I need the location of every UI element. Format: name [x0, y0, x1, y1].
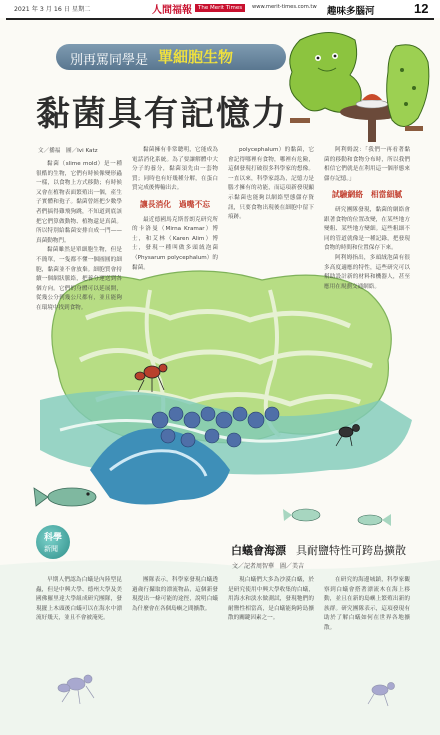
article-column-1 [36, 160, 122, 311]
article-column-4 [324, 146, 410, 366]
article-subhead: 讓長消化 過嘴不忘 [139, 199, 211, 209]
top-bar [0, 0, 440, 18]
paragraph: 阿利姆說：「我們一再看著黏菌的移動和食物分布時，所以我們相信它們就是在利用這一個形態來儲存記憶。」 [324, 147, 410, 182]
newspaper-logo-english: The Merit Times [195, 4, 245, 12]
section-name: 趣味多腦河 [327, 6, 375, 17]
website-url: www.merit-times.com.tw [252, 4, 317, 10]
article-column-2 [132, 146, 218, 296]
fish-icon [34, 488, 96, 506]
article-subhead: 試驗網絡 相當細膩 [331, 190, 403, 200]
paragraph: polycephalum）的黏菌，它會記得哪裡有食物，哪裡有危險，這個發現打破很多科學家的想像。一直以來，科學家認為，記憶力是腦才擁有的功能，而這項新發現顯示黏菌也能夠以網絡型態儲存資訊，只要食物出現後在細胞中留下痕跡。 [228, 147, 314, 221]
page-title: 黏菌具有記憶力 [36, 94, 288, 134]
paragraph: 黏菌擁有非常聰明，它能成為電話消化系統。為了要讓解體中大分子的養分，黏菌須先由一套物質；同時也有好幾種分解，在蛋白質完成後傳輸出去。 [132, 147, 218, 192]
slime-mold-blob [290, 33, 361, 113]
paragraph: 研究團隊發現，黏菌的網絡會跟著食物的位置改變，在某些地方變粗、某些地方變細。這些粗細不同的管道就像是一種記錄，把發現食物的時間和位置保存下來。 [324, 206, 410, 252]
news-column-3 [228, 576, 314, 676]
paragraph: 阿利姆指出，多頭絨泡菌有很多高度適應的特性，這些研究可以幫助設計新的材料和機器人，甚至應用在規劃交通網絡。 [324, 254, 410, 290]
paragraph: 黏菌（slime mold）是一種很酷的生物，它們有時候像變形蟲一樣，以食物上方式移動；有時候又會在植物表面繁殖出一個，產生子實體和孢子。黏菌曾經把少數學者們搞得雞飛狗跳，不知道到底該把它們算做動物、植物還是真菌。所以特別給黏菌安排自成一門——真菌動物門。 [36, 161, 122, 244]
newspaper-logo: 人間福報 [152, 5, 192, 16]
slime-mold-creature [387, 45, 429, 127]
badge-label-top: 科學 [44, 533, 63, 543]
news-column-4 [324, 576, 410, 676]
fish-icon [283, 509, 320, 521]
article-byline: 文／播福 圖／Ivi Katz [38, 148, 98, 154]
paragraph: 在研究的海邊城鎮，科學家觀察到白蟻會搭著漂流木在海上移動，並且在新的島嶼上繁殖出新的族群。研究團隊表示，這項發現有助於了解白蟻如何在世界各地擴散。 [324, 577, 410, 631]
page-number: 12 [414, 1, 429, 16]
article-column-3 [228, 146, 314, 296]
paragraph: 最近德國馬克斯普朗克研究所的卡洛曼（Mirna Kramar）博士，和艾林（Karen Alim）博士，發現一種叫做多頭絨泡菌（Physarum polycephalum）的黏菌。 [132, 216, 218, 271]
banner-highlight: 單細胞生物 [158, 48, 234, 66]
paragraph: 黏菌雖然是單細胞生物，但是不簡單，一隻都不懂一個圓圓的細胞，黏菌並不會放棄。細胞質會持續一個網狀脈絡，把養分運送到各個方向。它們的身體可以延展開，從幾公分到幾公尺都有，並且能夠在環境中找到食物。 [36, 247, 122, 311]
news-byline: 文／記者周智華 圖／美吉 [232, 563, 305, 570]
paragraph: 團隊表示，科學家發現白蟻透過歲行攝取的漂流物品，這個新發現提出一條可能的途徑，說明白蟻為什麼會在各個島嶼之間擴散。 [132, 577, 218, 612]
news-subtitle: 具耐鹽特性可跨島擴散 [296, 544, 406, 557]
paragraph: 早期人們認為白蟻是內陸型昆蟲，但是中興大學、德州大學及美國佛羅里達大學組成研究團隊，發現擺上木頭後白蟻可以在海水中漂流好幾天，並且不會被淹死。 [36, 577, 122, 622]
banner-prefix: 別再罵同學是 [70, 53, 149, 68]
news-column-2 [132, 576, 218, 676]
paragraph: 現白蟻們大多為沙漠白蟻，於是研究使用中興大學收集的白蟻，用海水和淡水做測試，發現牠們的耐鹽性相當高，是白蟻能夠跨島擴散的關鍵因素之一。 [228, 577, 314, 622]
issue-date: 2021 年 3 月 16 日 星期二 [14, 6, 91, 13]
fish-icon [358, 514, 391, 526]
badge-label-bottom: 新聞 [44, 545, 58, 553]
news-title: 白蟻會海漂 [231, 544, 286, 557]
news-column-1 [36, 576, 122, 676]
